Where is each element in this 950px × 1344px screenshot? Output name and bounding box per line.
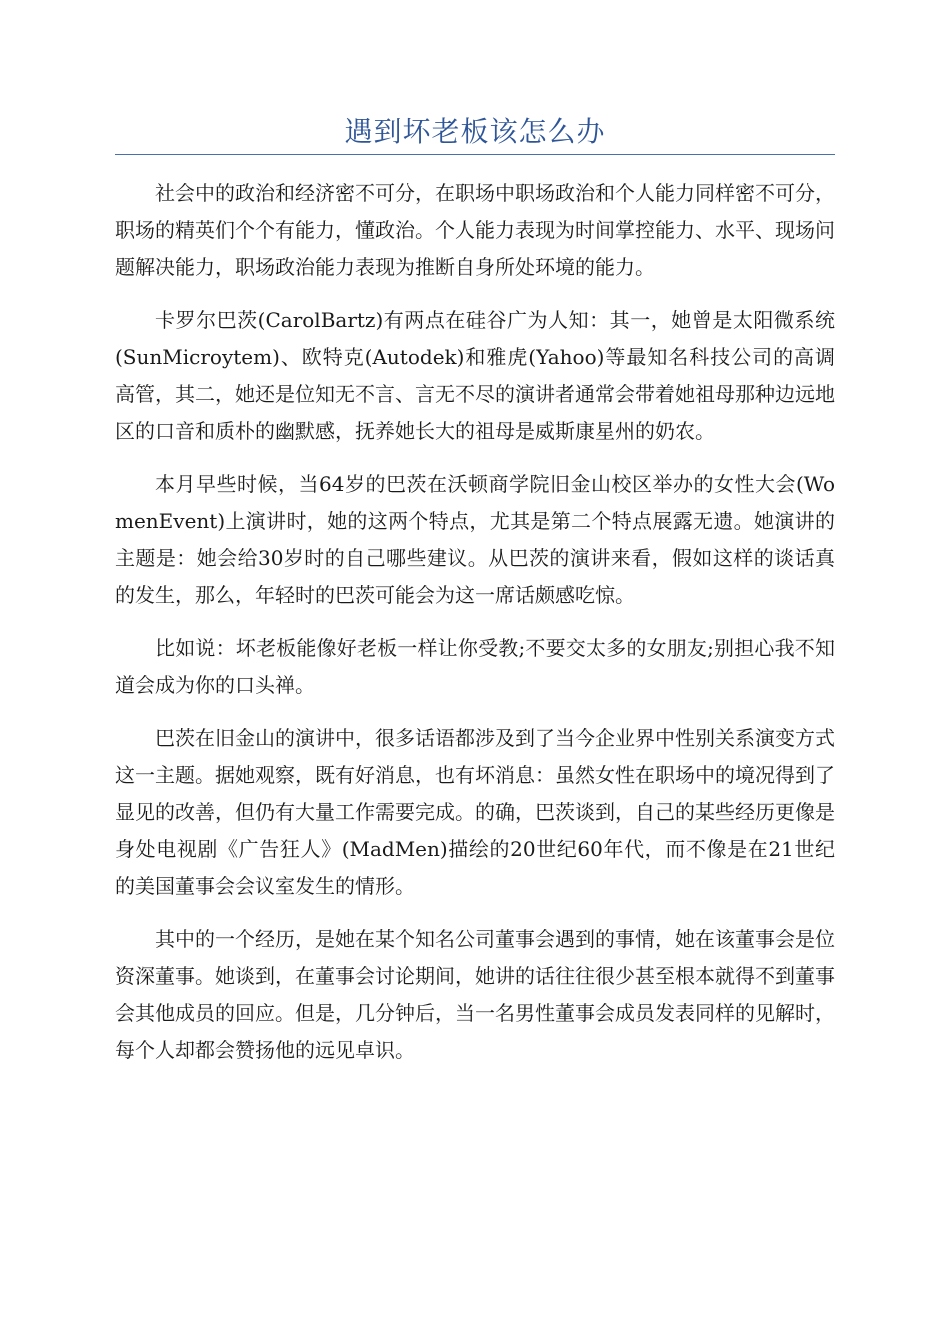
paragraph-5: 巴茨在旧金山的演讲中，很多话语都涉及到了当今企业界中性别关系演变方式这一主题。据她观察，既有好消息，也有坏消息：虽然女性在职场中的境况得到了显见的改善，但仍有大量工作需要完成。的确，巴茨谈到，自己的某些经历更像是身处电视剧《广告狂人》(MadMen)描绘的20世纪60年代，而不像是在21世纪的美国董事会会议室发生的情形。 xyxy=(115,726,835,898)
document-title: 遇到坏老板该怎么办 xyxy=(344,115,606,148)
paragraph-4: 比如说：坏老板能像好老板一样让你受教;不要交太多的女朋友;别担心我不知道会成为你的口头禅。 xyxy=(115,636,835,697)
paragraph-6: 其中的一个经历，是她在某个知名公司董事会遇到的事情，她在该董事会是位资深董事。她谈到，在董事会讨论期间，她讲的话往往很少甚至根本就得不到董事会其他成员的回应。但是，几分钟后，当一名男性董事会成员发表同样的见解时，每个人却都会赞扬他的远见卓识。 xyxy=(115,927,835,1062)
paragraph-2: 卡罗尔巴茨(CarolBartz)有两点在硅谷广为人知：其一，她曾是太阳微系统(SunMicroytem)、欧特克(Autodek)和雅虎(Yahoo)等最知名科技公司的高调高管，其二，她还是位知无不言、言无不尽的演讲者通常会带着她祖母那种边远地区的口音和质朴的幽默感，抚养她长大的祖母是威斯康星州的奶农。 xyxy=(115,308,835,443)
document-body xyxy=(115,175,835,1085)
title-underline xyxy=(115,154,835,155)
paragraph-1: 社会中的政治和经济密不可分，在职场中职场政治和个人能力同样密不可分，职场的精英们个个有能力，懂政治。个人能力表现为时间掌控能力、水平、现场问题解决能力，职场政治能力表现为推断自身所处环境的能力。 xyxy=(115,181,835,279)
paragraph-3: 本月早些时候，当64岁的巴茨在沃顿商学院旧金山校区举办的女性大会(WomenEvent)上演讲时，她的这两个特点，尤其是第二个特点展露无遗。她演讲的主题是：她会给30岁时的自己哪些建议。从巴茨的演讲来看，假如这样的谈话真的发生，那么，年轻时的巴茨可能会为这一席话颇感吃惊。 xyxy=(115,472,835,607)
